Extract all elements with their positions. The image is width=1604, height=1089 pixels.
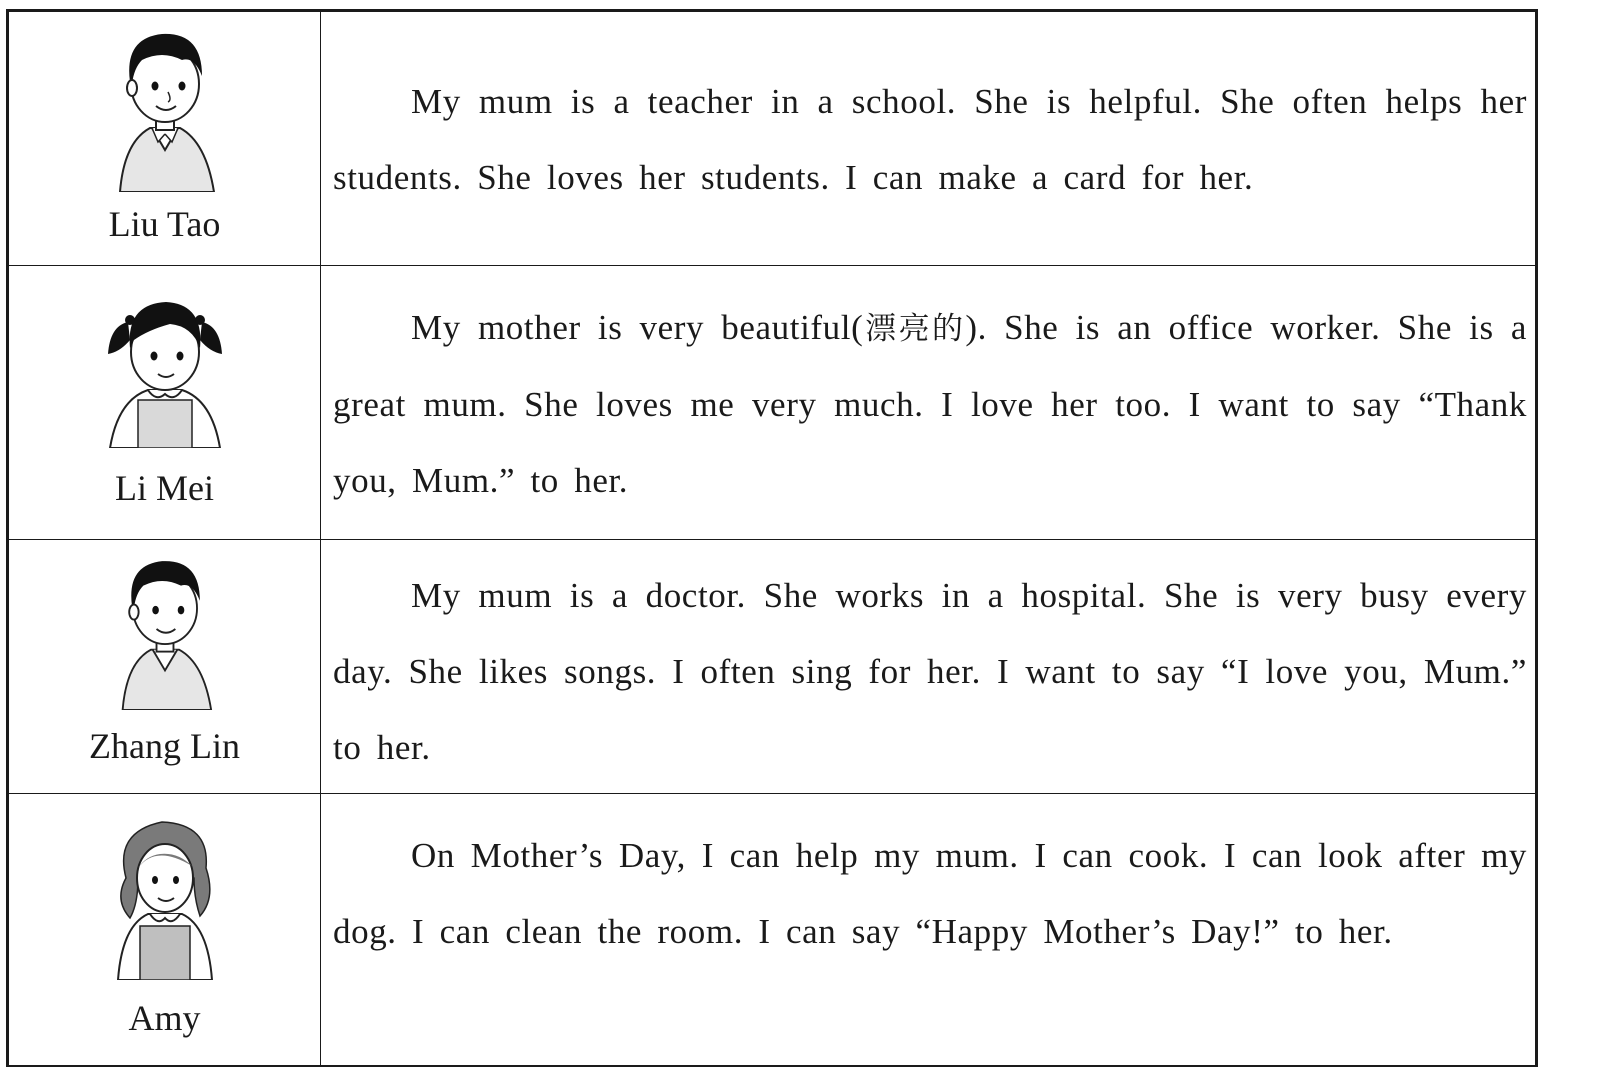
table-row	[9, 794, 1536, 1066]
girl-wavy-hair-portrait-icon	[90, 808, 240, 980]
passage-cell	[321, 266, 1536, 540]
person-name: Li Mei	[115, 468, 214, 508]
person-cell	[9, 12, 321, 266]
passage-text-part: ). She is an office worker. She is a great mum. She loves me very much. I love her too. I want to say “Thank you, Mum.” to her.	[333, 308, 1527, 500]
girl-pigtails-portrait-icon	[90, 282, 240, 448]
person-name: Zhang Lin	[89, 726, 240, 766]
passage-text: On Mother’s Day, I can help my mum. I can cook. I can look after my dog. I can clean the room. I can say “Happy Mother’s Day!” to her.	[333, 836, 1527, 951]
table-row	[9, 266, 1536, 540]
person-name: Amy	[128, 998, 201, 1038]
boy-portrait-icon	[90, 548, 240, 710]
reading-table	[6, 9, 1538, 1067]
passage-text	[333, 290, 1527, 519]
person-cell	[9, 266, 321, 540]
boy-portrait-icon	[90, 20, 240, 192]
passages-table	[8, 11, 1536, 1066]
passage-text-part: My mother is very beautiful(	[411, 308, 864, 347]
table-row	[9, 12, 1536, 266]
passage-cell	[321, 12, 1536, 266]
chinese-gloss: 漂亮的	[863, 311, 966, 347]
person-cell	[9, 794, 321, 1066]
person-name: Liu Tao	[108, 204, 221, 244]
passage-cell	[321, 540, 1536, 794]
table-row	[9, 540, 1536, 794]
passage-text: My mum is a doctor. She works in a hospital. She is very busy every day. She likes songs. I often sing for her. I want to say “I love you, Mum.” to her.	[333, 576, 1527, 767]
passage-cell	[321, 794, 1536, 1066]
person-cell	[9, 540, 321, 794]
passage-text: My mum is a teacher in a school. She is helpful. She often helps her students. She loves her students. I can make a card for her.	[333, 82, 1527, 197]
